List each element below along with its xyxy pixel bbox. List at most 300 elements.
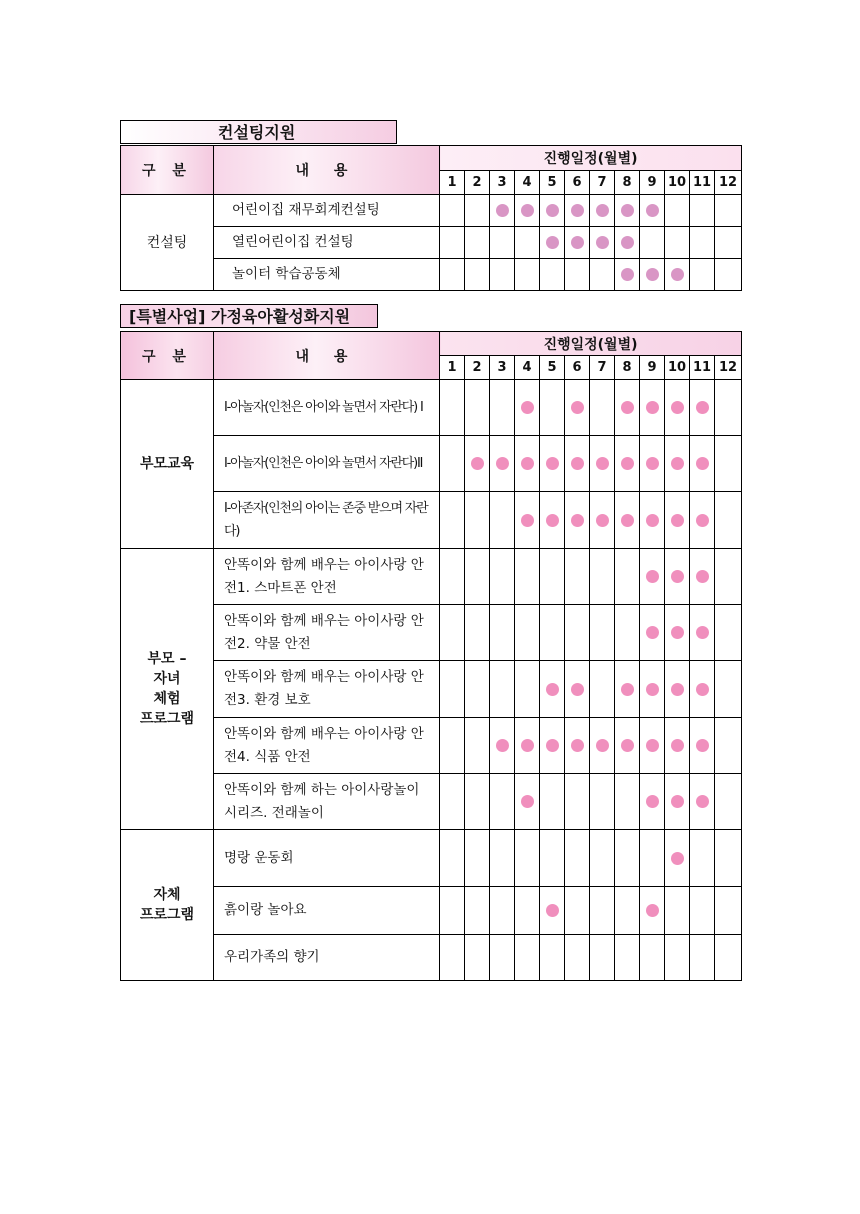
consulting-table — [120, 145, 742, 291]
schedule-dot — [696, 739, 709, 752]
month-cell-2 — [465, 380, 490, 436]
program-name: I-아놀자(인천은 아이와 놀면서 자란다)Ⅱ — [214, 436, 440, 492]
schedule-dot — [646, 457, 659, 470]
schedule-dot — [521, 739, 534, 752]
program-name: 안똑이와 함께 배우는 아이사랑 안전3. 환경 보호 — [214, 661, 440, 718]
schedule-dot — [671, 852, 684, 865]
header-content: 내 용 — [214, 332, 440, 380]
month-cell-5 — [540, 830, 565, 887]
month-cell-4 — [515, 718, 540, 774]
schedule-dot — [621, 204, 634, 217]
month-cell-6 — [565, 830, 590, 887]
schedule-dot — [646, 204, 659, 217]
month-cell-5 — [540, 605, 565, 661]
month-cell-6 — [565, 661, 590, 718]
month-cell-11 — [690, 935, 715, 981]
month-cell-11 — [690, 549, 715, 605]
program-name: 어린이집 재무회계컨설팅 — [214, 195, 440, 227]
month-cell-7 — [590, 195, 615, 227]
schedule-dot — [596, 204, 609, 217]
month-cell-9 — [640, 492, 665, 549]
month-cell-6 — [565, 259, 590, 291]
schedule-dot — [621, 739, 634, 752]
table-row — [121, 227, 742, 259]
month-cell-7 — [590, 661, 615, 718]
month-cell-12 — [715, 227, 742, 259]
month-cell-6 — [565, 227, 590, 259]
program-name: 놀이터 학습공동체 — [214, 259, 440, 291]
month-cell-2 — [465, 436, 490, 492]
schedule-dot — [671, 514, 684, 527]
program-name: 열린어린이집 컨설팅 — [214, 227, 440, 259]
schedule-dot — [546, 457, 559, 470]
month-cell-2 — [465, 887, 490, 935]
table-row — [121, 492, 742, 549]
month-cell-5 — [540, 935, 565, 981]
month-cell-12 — [715, 774, 742, 830]
month-cell-3 — [490, 774, 515, 830]
month-cell-3 — [490, 605, 515, 661]
month-cell-10 — [665, 259, 690, 291]
month-cell-4 — [515, 935, 540, 981]
schedule-dot — [646, 268, 659, 281]
schedule-dot — [671, 683, 684, 696]
table-row — [121, 774, 742, 830]
schedule-dot — [571, 739, 584, 752]
schedule-dot — [621, 514, 634, 527]
month-cell-3 — [490, 718, 515, 774]
month-header-4: 4 — [515, 171, 540, 195]
schedule-dot — [671, 457, 684, 470]
schedule-dot — [671, 626, 684, 639]
month-cell-7 — [590, 887, 615, 935]
month-header-7: 7 — [590, 171, 615, 195]
schedule-dot — [696, 401, 709, 414]
schedule-dot — [596, 514, 609, 527]
month-cell-10 — [665, 830, 690, 887]
schedule-dot — [696, 683, 709, 696]
month-cell-4 — [515, 661, 540, 718]
month-cell-2 — [465, 227, 490, 259]
month-cell-8 — [615, 227, 640, 259]
schedule-dot — [546, 683, 559, 696]
schedule-dot — [521, 204, 534, 217]
month-header-1: 1 — [440, 171, 465, 195]
category-cell: 자체 프로그램 — [121, 830, 214, 981]
month-cell-10 — [665, 549, 690, 605]
schedule-dot — [671, 401, 684, 414]
month-header-10: 10 — [665, 356, 690, 380]
month-cell-9 — [640, 380, 665, 436]
schedule-dot — [621, 683, 634, 696]
month-cell-9 — [640, 549, 665, 605]
category-cell: 부모 – 자녀 체험 프로그램 — [121, 549, 214, 830]
month-header-3: 3 — [490, 356, 515, 380]
program-name: 흙이랑 놀아요 — [214, 887, 440, 935]
month-cell-12 — [715, 492, 742, 549]
month-cell-1 — [440, 380, 465, 436]
month-cell-9 — [640, 195, 665, 227]
month-cell-9 — [640, 661, 665, 718]
schedule-dot — [546, 204, 559, 217]
month-cell-5 — [540, 887, 565, 935]
month-cell-5 — [540, 380, 565, 436]
month-cell-7 — [590, 774, 615, 830]
month-cell-1 — [440, 830, 465, 887]
month-cell-2 — [465, 492, 490, 549]
month-cell-12 — [715, 380, 742, 436]
month-cell-3 — [490, 830, 515, 887]
month-header-12: 12 — [715, 356, 742, 380]
month-cell-7 — [590, 549, 615, 605]
program-name: I-아존자(인천의 아이는 존중 받으며 자란다) — [214, 492, 440, 549]
month-cell-11 — [690, 887, 715, 935]
month-header-3: 3 — [490, 171, 515, 195]
month-cell-1 — [440, 549, 465, 605]
month-cell-12 — [715, 718, 742, 774]
month-cell-7 — [590, 830, 615, 887]
schedule-dot — [646, 514, 659, 527]
month-cell-2 — [465, 195, 490, 227]
header-schedule: 진행일정(월별) — [440, 146, 742, 171]
month-cell-8 — [615, 661, 640, 718]
month-cell-9 — [640, 935, 665, 981]
schedule-dot — [521, 514, 534, 527]
schedule-dot — [696, 795, 709, 808]
header-content: 내 용 — [214, 146, 440, 195]
month-cell-1 — [440, 935, 465, 981]
month-cell-1 — [440, 774, 465, 830]
program-name: 안똑이와 함께 배우는 아이사랑 안전1. 스마트폰 안전 — [214, 549, 440, 605]
month-cell-4 — [515, 887, 540, 935]
month-cell-7 — [590, 718, 615, 774]
month-cell-9 — [640, 887, 665, 935]
schedule-dot — [546, 739, 559, 752]
month-cell-8 — [615, 195, 640, 227]
schedule-dot — [646, 401, 659, 414]
month-cell-10 — [665, 718, 690, 774]
month-cell-2 — [465, 259, 490, 291]
schedule-dot — [696, 626, 709, 639]
month-cell-7 — [590, 436, 615, 492]
category-cell: 컨설팅 — [121, 195, 214, 291]
schedule-dot — [621, 457, 634, 470]
month-cell-3 — [490, 492, 515, 549]
table-row — [121, 830, 742, 887]
month-cell-2 — [465, 605, 490, 661]
category-cell: 부모교육 — [121, 380, 214, 549]
month-cell-7 — [590, 380, 615, 436]
month-cell-8 — [615, 718, 640, 774]
table-row — [121, 887, 742, 935]
month-cell-8 — [615, 436, 640, 492]
schedule-dot — [671, 570, 684, 583]
schedule-dot — [671, 268, 684, 281]
month-cell-2 — [465, 830, 490, 887]
schedule-dot — [696, 514, 709, 527]
table-row — [121, 935, 742, 981]
month-cell-8 — [615, 605, 640, 661]
month-cell-3 — [490, 887, 515, 935]
month-header-2: 2 — [465, 171, 490, 195]
program-name: 안똑이와 함께 배우는 아이사랑 안전2. 약물 안전 — [214, 605, 440, 661]
month-cell-1 — [440, 605, 465, 661]
table-row — [121, 549, 742, 605]
month-cell-7 — [590, 935, 615, 981]
month-cell-11 — [690, 436, 715, 492]
month-header-8: 8 — [615, 171, 640, 195]
month-cell-5 — [540, 436, 565, 492]
month-cell-8 — [615, 492, 640, 549]
month-cell-5 — [540, 492, 565, 549]
schedule-dot — [621, 401, 634, 414]
month-cell-9 — [640, 259, 665, 291]
schedule-dot — [471, 457, 484, 470]
month-cell-10 — [665, 492, 690, 549]
month-cell-9 — [640, 227, 665, 259]
month-cell-12 — [715, 605, 742, 661]
month-header-11: 11 — [690, 356, 715, 380]
month-cell-10 — [665, 195, 690, 227]
month-cell-2 — [465, 774, 490, 830]
schedule-dot — [596, 457, 609, 470]
schedule-dot — [646, 683, 659, 696]
schedule-dot — [646, 626, 659, 639]
month-cell-4 — [515, 436, 540, 492]
month-header-10: 10 — [665, 171, 690, 195]
table-row — [121, 605, 742, 661]
month-header-5: 5 — [540, 171, 565, 195]
month-cell-2 — [465, 549, 490, 605]
month-cell-8 — [615, 380, 640, 436]
program-name: 안똑이와 함께 배우는 아이사랑 안전4. 식품 안전 — [214, 718, 440, 774]
month-cell-10 — [665, 774, 690, 830]
month-cell-12 — [715, 195, 742, 227]
month-cell-4 — [515, 774, 540, 830]
month-cell-6 — [565, 380, 590, 436]
month-header-2: 2 — [465, 356, 490, 380]
month-cell-5 — [540, 259, 565, 291]
month-cell-12 — [715, 887, 742, 935]
month-cell-6 — [565, 605, 590, 661]
month-cell-12 — [715, 259, 742, 291]
month-cell-3 — [490, 549, 515, 605]
month-cell-11 — [690, 259, 715, 291]
month-cell-12 — [715, 436, 742, 492]
month-cell-6 — [565, 774, 590, 830]
schedule-dot — [621, 268, 634, 281]
schedule-dot — [596, 236, 609, 249]
header-category: 구 분 — [121, 332, 214, 380]
month-cell-6 — [565, 935, 590, 981]
month-cell-11 — [690, 492, 715, 549]
month-cell-8 — [615, 887, 640, 935]
month-cell-4 — [515, 830, 540, 887]
special-table — [120, 331, 742, 981]
table-row — [121, 259, 742, 291]
month-cell-5 — [540, 774, 565, 830]
month-cell-8 — [615, 259, 640, 291]
month-cell-11 — [690, 380, 715, 436]
month-cell-12 — [715, 549, 742, 605]
month-cell-11 — [690, 227, 715, 259]
month-cell-1 — [440, 718, 465, 774]
month-cell-3 — [490, 227, 515, 259]
month-cell-6 — [565, 887, 590, 935]
month-cell-8 — [615, 774, 640, 830]
month-cell-8 — [615, 935, 640, 981]
month-cell-11 — [690, 774, 715, 830]
month-cell-10 — [665, 436, 690, 492]
month-cell-7 — [590, 605, 615, 661]
month-cell-4 — [515, 605, 540, 661]
schedule-dot — [646, 904, 659, 917]
month-cell-1 — [440, 195, 465, 227]
month-cell-1 — [440, 259, 465, 291]
schedule-dot — [646, 739, 659, 752]
month-cell-1 — [440, 227, 465, 259]
month-header-11: 11 — [690, 171, 715, 195]
month-cell-3 — [490, 935, 515, 981]
program-name: 우리가족의 향기 — [214, 935, 440, 981]
month-cell-2 — [465, 661, 490, 718]
schedule-dot — [571, 401, 584, 414]
month-header-6: 6 — [565, 171, 590, 195]
month-cell-5 — [540, 195, 565, 227]
month-cell-12 — [715, 935, 742, 981]
month-cell-11 — [690, 830, 715, 887]
program-name: 명랑 운동회 — [214, 830, 440, 887]
month-cell-9 — [640, 774, 665, 830]
month-cell-5 — [540, 718, 565, 774]
month-header-12: 12 — [715, 171, 742, 195]
table-row — [121, 661, 742, 718]
schedule-dot — [546, 514, 559, 527]
month-cell-9 — [640, 605, 665, 661]
special-section — [120, 304, 741, 974]
month-header-9: 9 — [640, 171, 665, 195]
schedule-dot — [521, 401, 534, 414]
table-row — [121, 380, 742, 436]
month-cell-10 — [665, 935, 690, 981]
month-header-6: 6 — [565, 356, 590, 380]
schedule-dot — [496, 457, 509, 470]
month-cell-3 — [490, 195, 515, 227]
month-cell-8 — [615, 549, 640, 605]
schedule-dot — [571, 236, 584, 249]
schedule-dot — [496, 204, 509, 217]
schedule-dot — [546, 236, 559, 249]
schedule-dot — [521, 795, 534, 808]
month-cell-5 — [540, 227, 565, 259]
month-cell-5 — [540, 549, 565, 605]
schedule-dot — [621, 236, 634, 249]
schedule-dot — [646, 570, 659, 583]
schedule-dot — [546, 904, 559, 917]
month-header-4: 4 — [515, 356, 540, 380]
program-name: I-아놀자(인천은 아이와 놀면서 자란다) Ⅰ — [214, 380, 440, 436]
month-cell-6 — [565, 195, 590, 227]
schedule-dot — [671, 739, 684, 752]
month-cell-1 — [440, 492, 465, 549]
month-cell-2 — [465, 935, 490, 981]
month-cell-6 — [565, 436, 590, 492]
special-title: [특별사업] 가정육아활성화지원 — [120, 304, 378, 328]
month-cell-3 — [490, 380, 515, 436]
month-cell-3 — [490, 661, 515, 718]
month-cell-3 — [490, 259, 515, 291]
month-cell-12 — [715, 661, 742, 718]
month-header-9: 9 — [640, 356, 665, 380]
table-row — [121, 195, 742, 227]
table-row — [121, 718, 742, 774]
month-cell-2 — [465, 718, 490, 774]
month-cell-7 — [590, 259, 615, 291]
month-cell-1 — [440, 436, 465, 492]
month-cell-1 — [440, 887, 465, 935]
month-cell-11 — [690, 195, 715, 227]
month-cell-10 — [665, 227, 690, 259]
month-cell-6 — [565, 718, 590, 774]
header-category: 구 분 — [121, 146, 214, 195]
schedule-dot — [521, 457, 534, 470]
month-cell-10 — [665, 605, 690, 661]
schedule-dot — [596, 739, 609, 752]
month-cell-9 — [640, 436, 665, 492]
month-header-7: 7 — [590, 356, 615, 380]
month-cell-3 — [490, 436, 515, 492]
month-cell-5 — [540, 661, 565, 718]
month-cell-4 — [515, 227, 540, 259]
consulting-section — [120, 120, 741, 292]
month-cell-8 — [615, 830, 640, 887]
month-cell-1 — [440, 661, 465, 718]
month-cell-12 — [715, 830, 742, 887]
month-cell-11 — [690, 718, 715, 774]
month-cell-4 — [515, 380, 540, 436]
month-cell-4 — [515, 492, 540, 549]
month-cell-6 — [565, 492, 590, 549]
month-cell-11 — [690, 661, 715, 718]
schedule-dot — [571, 514, 584, 527]
schedule-dot — [496, 739, 509, 752]
schedule-dot — [671, 795, 684, 808]
program-name: 안똑이와 함께 하는 아이사랑놀이시리즈. 전래놀이 — [214, 774, 440, 830]
month-cell-9 — [640, 830, 665, 887]
table-row — [121, 436, 742, 492]
schedule-dot — [571, 204, 584, 217]
schedule-dot — [571, 457, 584, 470]
schedule-dot — [646, 795, 659, 808]
month-header-8: 8 — [615, 356, 640, 380]
schedule-dot — [696, 457, 709, 470]
month-header-1: 1 — [440, 356, 465, 380]
month-cell-7 — [590, 492, 615, 549]
month-cell-9 — [640, 718, 665, 774]
month-cell-10 — [665, 380, 690, 436]
header-schedule: 진행일정(월별) — [440, 332, 742, 356]
month-cell-4 — [515, 195, 540, 227]
schedule-dot — [696, 570, 709, 583]
month-cell-4 — [515, 259, 540, 291]
schedule-dot — [571, 683, 584, 696]
month-cell-10 — [665, 887, 690, 935]
month-cell-4 — [515, 549, 540, 605]
month-cell-11 — [690, 605, 715, 661]
month-cell-7 — [590, 227, 615, 259]
consulting-title: 컨설팅지원 — [120, 120, 397, 144]
month-cell-6 — [565, 549, 590, 605]
